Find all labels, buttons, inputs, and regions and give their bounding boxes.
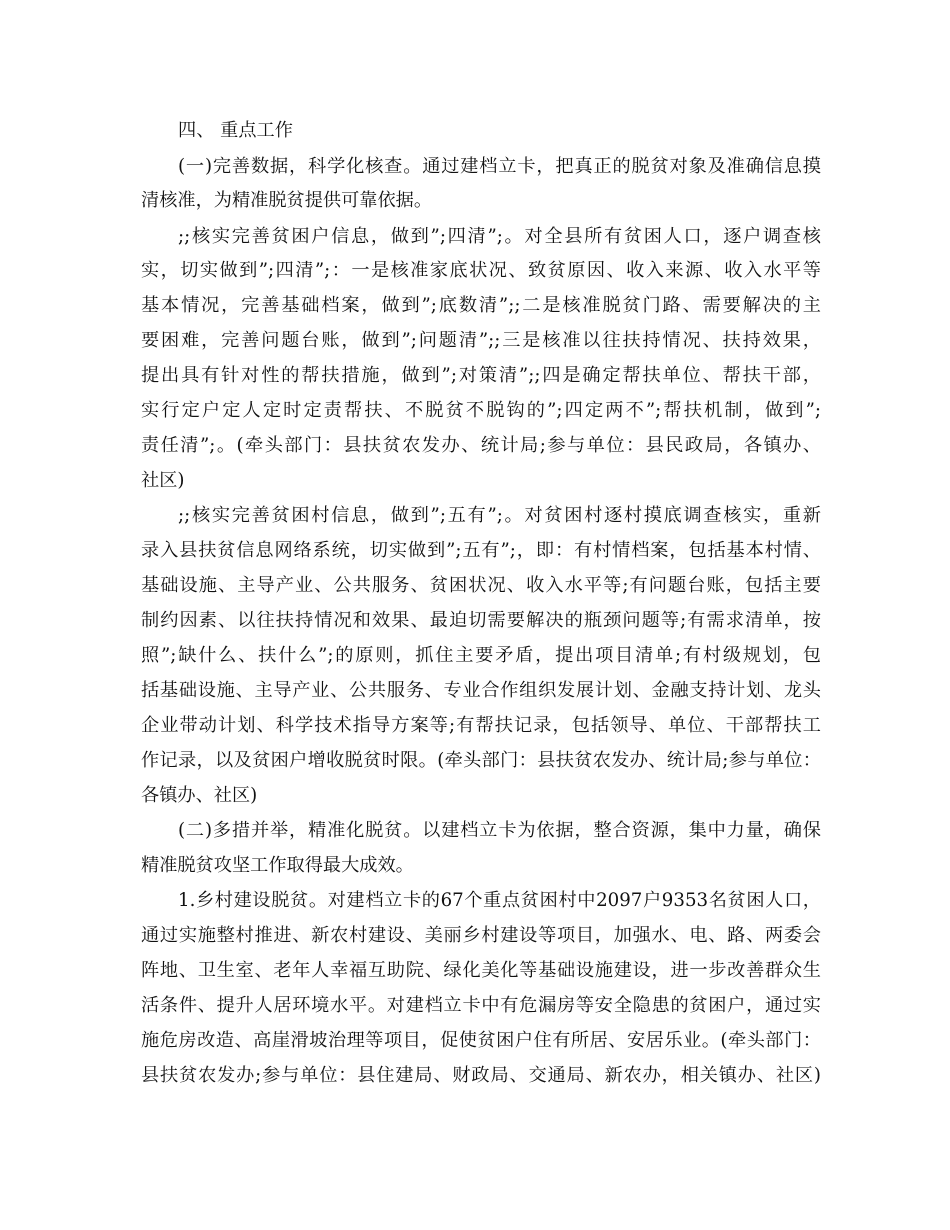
paragraph-line: ;;核实完善贫困户信息，做到”;四清”;。对全县所有贫困人口，逐户调查核 xyxy=(178,226,821,247)
paragraph-line: 基础设施、主导产业、公共服务、贫困状况、收入水平等;有问题台账，包括主要 xyxy=(141,575,821,596)
paragraph-line: 提出具有针对性的帮扶措施，做到”;对策清”;;四是确定帮扶单位、帮扶干部， xyxy=(141,365,821,386)
paragraph-line: 括基础设施、主导产业、公共服务、专业合作组织发展计划、金融支持计划、龙头 xyxy=(141,680,821,701)
paragraph-line: 施危房改造、高崖滑坡治理等项目，促使贫困户住有所居、安居乐业。(牵头部门： xyxy=(141,1030,821,1051)
paragraph-line: 企业带动计划、科学技术指导方案等;有帮扶记录，包括领导、单位、干部帮扶工 xyxy=(141,715,821,736)
paragraph-line: 基本情况，完善基础档案，做到”;底数清”;;二是核准脱贫门路、需要解决的主 xyxy=(141,295,821,316)
paragraph-line: 精准脱贫攻坚工作取得最大成效。 xyxy=(141,855,414,876)
paragraph-line: 各镇办、社区) xyxy=(141,785,258,806)
paragraph-line: 作记录，以及贫困户增收脱贫时限。(牵头部门：县扶贫农发办、统计局;参与单位： xyxy=(141,750,821,771)
paragraph-line: 责任清”;。(牵头部门：县扶贫农发办、统计局;参与单位：县民政局，各镇办、 xyxy=(141,435,821,456)
paragraph-line: 社区) xyxy=(141,470,185,491)
paragraph-line: ;;核实完善贫困村信息，做到”;五有”;。对贫困村逐村摸底调查核实，重新 xyxy=(178,505,821,526)
paragraph-line: 照”;缺什么、扶什么”;的原则，抓住主要矛盾，提出项目清单;有村级规划，包 xyxy=(141,645,821,666)
paragraph-line: (二)多措并举，精准化脱贫。以建档立卡为依据，整合资源，集中力量，确保 xyxy=(178,820,821,841)
paragraph-line: 县扶贫农发办;参与单位：县住建局、财政局、交通局、新农办，相关镇办、社区) xyxy=(141,1065,821,1086)
paragraph-line: 清核准，为精准脱贫提供可靠依据。 xyxy=(141,190,433,211)
paragraph-line: 要困难，完善问题台账，做到”;问题清”;;三是核准以往扶持情况、扶持效果， xyxy=(141,330,821,351)
paragraph-line: 通过实施整村推进、新农村建设、美丽乡村建设等项目，加强水、电、路、两委会 xyxy=(141,925,821,946)
paragraph-line: 制约因素、以往扶持情况和效果、最迫切需要解决的瓶颈问题等;有需求清单，按 xyxy=(141,610,821,631)
paragraph-line: 1.乡村建设脱贫。对建档立卡的67个重点贫困村中2097户9353名贫困人口， xyxy=(178,890,821,911)
section-heading: 四、 重点工作 xyxy=(178,120,293,141)
paragraph-line: 实，切实做到”;四清”;：一是核准家底状况、致贫原因、收入来源、收入水平等 xyxy=(141,260,821,281)
paragraph-line: 录入县扶贫信息网络系统，切实做到”;五有”;，即：有村情档案，包括基本村情、 xyxy=(141,540,821,561)
paragraph-line: (一)完善数据，科学化核查。通过建档立卡，把真正的脱贫对象及准确信息摸 xyxy=(178,156,821,177)
paragraph-line: 活条件、提升人居环境水平。对建档立卡中有危漏房等安全隐患的贫困户，通过实 xyxy=(141,995,821,1016)
paragraph-line: 实行定户定人定时定责帮扶、不脱贫不脱钩的”;四定两不”;帮扶机制，做到”; xyxy=(141,400,821,421)
paragraph-line: 阵地、卫生室、老年人幸福互助院、绿化美化等基础设施建设，进一步改善群众生 xyxy=(141,960,821,981)
